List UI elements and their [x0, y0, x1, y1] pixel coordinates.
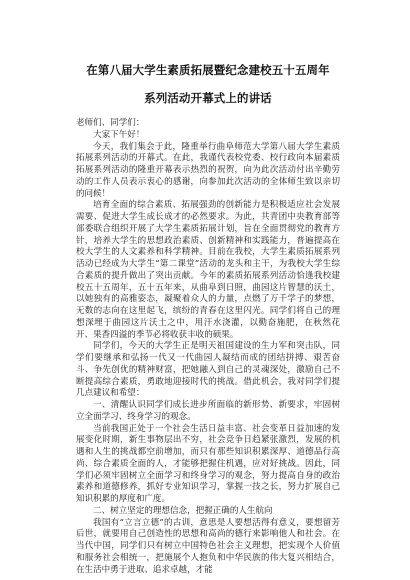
body-paragraph: 今天，我们集会于此，隆重举行曲阜师范大学第八届大学生素质拓展系列活动的开幕式。在此，我谨代表校党委、校行政向本届素质拓展系列活动的隆重开幕表示热烈的祝贺，向为此次活动付出辛勤劳动的工作人员表示衷心的感谢，向参加此次活动的全体师生致以亲切的问候！: [76, 141, 340, 199]
section-heading: 二、树立坚定的理想信念，把握正确的人生航向: [93, 505, 273, 516]
body-paragraph: 培育全面的综合素质、拓展强劲的创新能力是积极适应社会发展需要、促进大学生成长成才的必然要求。为此，共青团中央教育部等部委联合组织开展了大学生素质拓展计划，旨在全面贯彻党的教育方针，培养大学生的思想政治素质、创新精神和实践能力，普遍提高在校大学生的人文素养和科学精神。目前在我校，大学生素质拓展系列活动已经成为大学生“第二课堂”活动的龙头和主干，为我校大学生综合素质的提升做出了突出贡献。今年的素质拓展系列活动恰逢我校建校五十五周年，五十五年来，从曲阜到日照，曲园这片智慧的沃土，以她独有的高雅姿态，凝聚着众人的力量，点燃了万千学子的梦想，无数的志向在这里起飞，缤纷的青春在这里闪光。同学们将自己的理想深埋于曲园这片沃土之中，用汗水浇灌，以勤奋施肥，在秋然花开、果香四溢的季节必将收获丰收的硕果。: [76, 200, 340, 340]
document-title: [70, 56, 346, 112]
salutation: 老师们、同学们：: [76, 118, 145, 128]
greeting: 大家下午好！: [93, 129, 145, 140]
section-heading: 一、清醒认识同学们成长进步所面临的新形势、新要求，牢固树立全面学习、终身学习的观念。: [76, 400, 340, 422]
body-paragraph: 我国有“立言立德”的古训，意思是人要想活得有意义，要想留芳后世，就要用自己创造性的思想和高尚的德行来影响他人和社会。在当代中国，同学们只有树立中国特色社会主义理想，把实现个人价值和服务社会相统一，把施展个人抱负和中华民族的伟大复兴相结合，在生活中勇于进取、追求卓越，才能: [76, 517, 340, 575]
title-line-1: 在第八届大学生素质拓展暨纪念建校五十五周年: [86, 63, 330, 77]
document-body: [76, 118, 340, 576]
title-line-2: 系列活动开幕式上的讲话: [144, 91, 272, 105]
body-paragraph: 当前我国正处于一个社会生活日益丰富、社会变革日益加速的发展变化时期，新生事物层出不穷，社会竞争日趋紧张激烈，发展的机遇和人生的挑战都空前增加，而只有那些知识积累深厚、道德品行高尚、综合素质全面的人，才能够把握住机遇，应对好挑战。因此，同学们必须牢固树立全面学习和终身学习的观念，努力提高自身的政治素养和道德修养，抓好专业知识学习，掌握一技之长，努力扩展自己知识积累的厚度和广度。: [76, 423, 340, 504]
body-paragraph: 同学们，今天的大学生正是明天祖国建设的生力军和突击队，同学们要继承和弘扬一代又一代曲园人凝结而成的团结拼搏、艰苦奋斗、争先创优的精神财富，把她融入到自己的灵魂深处，激励自己不断提高综合素质，勇敢地迎接时代的挑战。借此机会，我对同学们提几点建议和希望：: [76, 341, 340, 399]
